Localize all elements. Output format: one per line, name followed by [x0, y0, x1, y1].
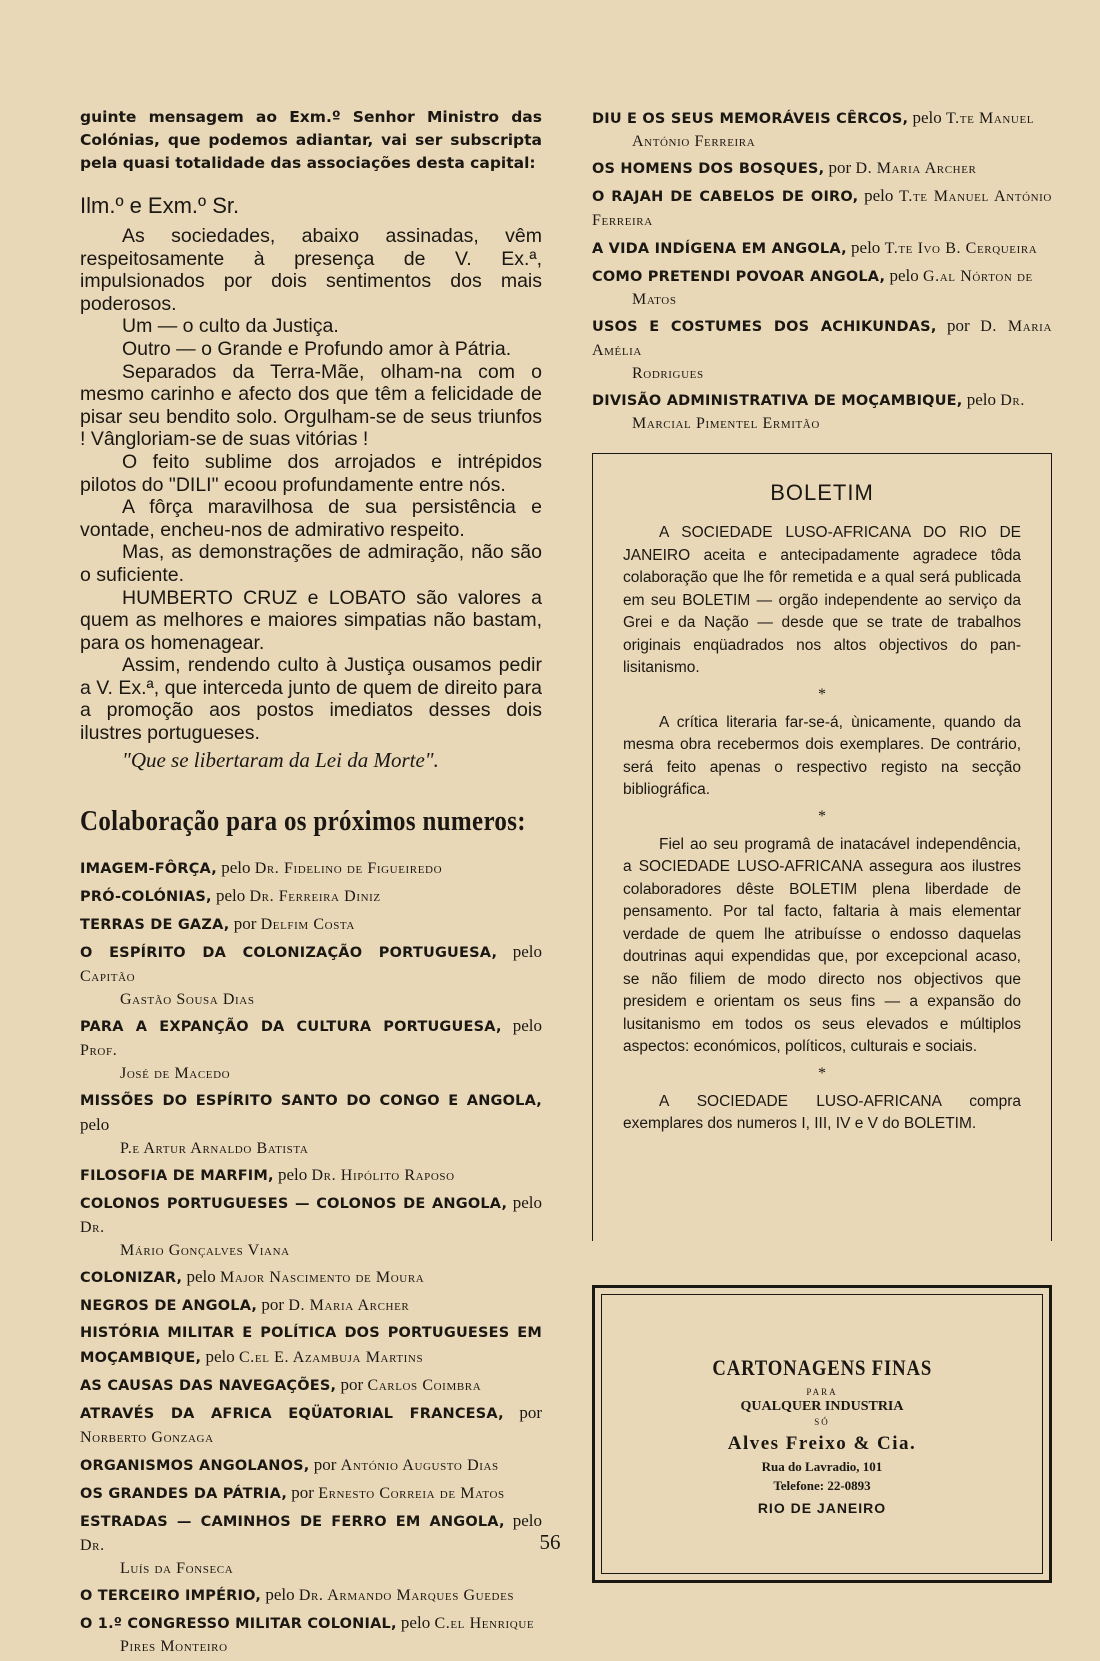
entry-title: IMAGEM-FÔRÇA,	[80, 861, 217, 878]
salutation: Ilm.º e Exm.º Sr.	[80, 193, 240, 218]
collaboration-entry	[80, 1401, 542, 1450]
entry-author-continued: António Ferreira	[632, 133, 756, 150]
entry-connector: por	[936, 316, 981, 335]
collaboration-entry	[80, 1611, 542, 1658]
entry-connector: pelo	[201, 1347, 239, 1367]
entry-connector: pelo	[858, 186, 900, 205]
intro-text: guinte mensagem ao Exm.º Senhor Ministro das Colónias, que podemos adiantar, vai ser subscripta pela quasi totalidade das associações desta capital:	[80, 108, 542, 172]
page-number: 56	[539, 1530, 561, 1554]
ad-phone: Telefone: 22-0893	[773, 1478, 871, 1493]
entry-author-continued: Mário Gonçalves Viana	[120, 1242, 290, 1260]
entry-connector: por	[824, 158, 856, 177]
entry-title: DIVISÃO ADMINISTRATIVA DE MOÇAMBIQUE,	[592, 393, 963, 409]
entry-title: COLONOS PORTUGUESES — COLONOS DE ANGOLA,	[80, 1196, 508, 1213]
letter-paragraph: A fôrça maravilhosa de sua persistência e vontade, encheu-nos de admirativo respeito.	[80, 496, 542, 541]
entry-author: Dr.	[80, 1219, 105, 1237]
entry-title: O 1.º CONGRESSO MILITAR COLONIAL,	[80, 1616, 397, 1633]
entry-author-continued: P.e Artur Arnaldo Batista	[120, 1140, 309, 1158]
ad-address: Rua do Lavradio, 101	[761, 1459, 883, 1474]
boletim-paragraph: A crítica literaria far-se-á, ùnicamente, quando da mesma obra recebermos dois exemplares. De contrário, será feito apenas o respectivo registo na secção bibliográfica.	[623, 713, 1021, 798]
entry-author-continued: Luís da Fonseca	[120, 1560, 234, 1578]
ad-city: RIO DE JANEIRO	[757, 1500, 887, 1516]
entry-title: ATRAVÉS DA AFRICA EQÜATORIAL FRANCESA,	[80, 1406, 504, 1423]
entry-connector: pelo	[211, 886, 250, 906]
entry-connector: pelo	[216, 858, 255, 878]
entry-author: Major Nascimento de Moura	[220, 1269, 425, 1287]
entry-connector: pelo	[846, 238, 885, 257]
entry-title: ESTRADAS — CAMINHOS DE FERRO EM ANGOLA,	[80, 1514, 505, 1531]
entry-author: C.el Henrique	[434, 1615, 535, 1633]
entry-title: O RAJAH DE CABELOS DE OIRO,	[592, 189, 859, 205]
entry-connector: pelo	[908, 108, 946, 127]
boletim-paragraph: A SOCIEDADE LUSO-AFRICANA compra exemplares dos numeros I, III, IV e V do BOLETIM.	[623, 1092, 1021, 1132]
letter-paragraph: Separados da Terra-Mãe, olham-na com o mesmo carinho e afecto dos que têm a felicidade de pisar seu bendito solo. Orgulham-se de seus triunfos ! Vângloriam-se de suas vitórias !	[80, 360, 542, 451]
entry-author-continued: Rodrigues	[632, 365, 704, 382]
collaboration-entry	[80, 1583, 542, 1608]
entry-author: Norberto Gonzaga	[80, 1429, 214, 1447]
collaboration-entry	[80, 1321, 542, 1370]
entry-title: A VIDA INDÍGENA EM ANGOLA,	[592, 241, 847, 257]
entry-connector: pelo	[507, 1193, 542, 1213]
entry-title: PARA A EXPANÇÃO DA CULTURA PORTUGUESA,	[80, 1019, 502, 1036]
asterisk-divider: *	[818, 807, 826, 825]
entry-connector: por	[287, 1483, 319, 1503]
asterisk-divider: *	[818, 685, 826, 703]
entry-connector: pelo	[962, 390, 1001, 409]
entry-connector: pelo	[80, 1115, 110, 1135]
ad-para: PARA	[806, 1387, 838, 1397]
collaboration-entry	[592, 388, 1052, 435]
letter-paragraph: Outro — o Grande e Profundo amor à Pátria.	[122, 337, 512, 360]
entry-connector: pelo	[501, 1016, 542, 1036]
collaboration-list-right	[592, 106, 1052, 435]
entry-author: T.te Manuel António Ferreira	[592, 188, 1052, 229]
entry-author: D. Maria Archer	[288, 1297, 410, 1315]
letter-paragraph: HUMBERTO CRUZ e LOBATO são valores a quem as melhores e maiores simpatias não bastam, para os homenagear.	[80, 586, 542, 654]
entry-author: T.te Ivo B. Cerqueira	[884, 240, 1038, 257]
entry-connector: por	[309, 1455, 341, 1475]
ad-subtitle: QUALQUER INDUSTRIA	[740, 1399, 904, 1414]
right-column	[592, 106, 1052, 1583]
entry-author: Ernesto Correia de Matos	[318, 1485, 505, 1503]
entry-title: O ESPÍRITO DA COLONIZAÇÃO PORTUGUESA,	[80, 945, 498, 962]
boletim-heading: BOLETIM	[770, 480, 874, 505]
collaboration-entry	[592, 314, 1052, 385]
letter-body	[80, 225, 542, 771]
entry-author: T.te Manuel	[945, 110, 1035, 127]
entry-connector: pelo	[885, 266, 923, 285]
entry-author: D. Maria Archer	[855, 160, 977, 177]
entry-title: OS HOMENS DOS BOSQUES,	[592, 161, 825, 177]
entry-author: C.el E. Azambuja Martins	[239, 1349, 424, 1367]
collaboration-entry	[80, 884, 542, 909]
boletim-paragraph: A SOCIEDADE LUSO-AFRICANA DO RIO DE JANEIRO aceita e antecipadamente agradece tôda colaboração que lhe fôr remetida e a qual será publicada em seu BOLETIM — orgão independente ao serviço da Grei e da Nação — desde que se trate de trabalhos originais enqüadrados nos altos objectivos do pan-lisitanismo.	[623, 524, 1021, 676]
entry-author: Capitão	[80, 968, 136, 986]
entry-connector: pelo	[273, 1165, 312, 1185]
collaboration-entry	[80, 1265, 542, 1290]
ad-so: SÓ	[814, 1417, 830, 1427]
entry-author: Dr.	[80, 1537, 105, 1555]
collaboration-entry	[80, 1373, 542, 1398]
entry-author: Prof.	[80, 1042, 118, 1060]
entry-title: ORGANISMOS ANGOLANOS,	[80, 1458, 310, 1475]
entry-author: Dr. Ferreira Diniz	[249, 888, 381, 906]
letter-paragraph: Assim, rendendo culto à Justiça ousamos pedir a V. Ex.ª, que interceda junto de quem de direito para a promoção aos postos imediatos desses dois ilustres portugueses.	[80, 654, 542, 745]
collaboration-entry	[592, 106, 1052, 153]
boletim-box	[592, 453, 1052, 1241]
section-title: Colaboração para os próximos numeros:	[80, 805, 526, 838]
entry-title: COMO PRETENDI POVOAR ANGOLA,	[592, 269, 886, 285]
entry-author-continued: José de Macedo	[120, 1065, 231, 1083]
letter-paragraph: Um — o culto da Justiça.	[122, 315, 339, 338]
collaboration-entry	[592, 156, 1052, 181]
entry-author: Dr. Hipólito Raposo	[311, 1167, 455, 1185]
entry-title: FILOSOFIA DE MARFIM,	[80, 1168, 274, 1185]
entry-author: Carlos Coimbra	[367, 1377, 482, 1395]
entry-title: HISTÓRIA MILITAR E POLÍTICA DOS PORTUGUESES EM MOÇAMBIQUE,	[80, 1325, 542, 1367]
entry-connector: por	[229, 914, 261, 934]
entry-title: O TERCEIRO IMPÉRIO,	[80, 1588, 262, 1605]
entry-author: Dr. Fidelino de Figueiredo	[254, 860, 443, 878]
entry-title: DIU E OS SEUS MEMORÁVEIS CÊRCOS,	[592, 111, 909, 127]
entry-connector: pelo	[497, 942, 542, 962]
collaboration-entry	[592, 264, 1052, 311]
ad-firm-name: Alves Freixo & Cia.	[727, 1433, 917, 1454]
entry-title: PRÓ-COLÓNIAS,	[80, 889, 212, 906]
entry-connector: por	[257, 1295, 289, 1315]
entry-author-continued: Gastão Sousa Dias	[120, 991, 255, 1009]
entry-title: MISSÕES DO ESPÍRITO SANTO DO CONGO E ANGOLA,	[80, 1093, 542, 1110]
ad-title: CARTONAGENS FINAS	[712, 1355, 932, 1380]
entry-title: USOS E COSTUMES DOS ACHIKUNDAS,	[592, 319, 937, 335]
letter-quote: "Que se libertaram da Lei da Morte".	[122, 747, 439, 772]
collaboration-entry	[80, 1014, 542, 1085]
entry-title: OS GRANDES DA PÁTRIA,	[80, 1486, 288, 1503]
collaboration-entry	[80, 940, 542, 1011]
entry-author: Delfim Costa	[260, 916, 355, 934]
letter-paragraph: O feito sublime dos arrojados e intrépidos pilotos do "DILI" ecoou profundamente entre nós.	[80, 450, 542, 496]
left-column	[80, 106, 542, 1661]
collaboration-entry	[80, 1481, 542, 1506]
collaboration-entry	[80, 856, 542, 881]
collaboration-entry	[592, 236, 1052, 261]
entry-connector: pelo	[261, 1585, 299, 1605]
boletim-paragraph: Fiel ao seu programâ de inatacável independência, a SOCIEDADE LUSO-AFRICANA assegura aos ilustres colaboradores dêste BOLETIM plena liberdade de pensamento. Por tal facto, faltaria à mais elementar verdade de quem lhe atribuísse o endosso daquelas doutrinas aqui expendidas que, por excepcional acaso, se não filiem de modo directo nos objectivos que presidem e orientam os seus fins — a expansão do lusitanismo em todos os seus elevados e múltiplos aspectos: económicos, políticos, culturais e sociais.	[623, 835, 1021, 1055]
collaboration-entry	[80, 1163, 542, 1188]
collaboration-entry	[80, 1453, 542, 1478]
entry-author: G.al Nórton de	[923, 268, 1033, 285]
collaboration-entry	[80, 912, 542, 937]
entry-title: AS CAUSAS DAS NAVEGAÇÕES,	[80, 1378, 337, 1395]
entry-connector: pelo	[504, 1511, 542, 1531]
collaboration-entry	[592, 184, 1052, 233]
collaboration-entry	[80, 1293, 542, 1318]
letter-paragraph: Mas, as demonstrações de admiração, não são o suficiente.	[80, 541, 542, 586]
entry-author: D. Maria Amélia	[592, 318, 1052, 359]
entry-connector: por	[336, 1375, 368, 1395]
collaboration-entry	[80, 1088, 542, 1160]
entry-author-continued: Matos	[632, 291, 677, 308]
entry-author-continued: Marcial Pimentel Ermitão	[632, 415, 820, 432]
entry-author: António Augusto Dias	[340, 1457, 499, 1475]
asterisk-divider: *	[818, 1064, 826, 1082]
entry-author: Dr.	[1000, 392, 1025, 409]
letter-paragraph: As sociedades, abaixo assinadas, vêm respeitosamente à presença de V. Ex.ª, impulsionados por dois sentimentos dos mais poderosos.	[80, 225, 542, 315]
entry-author-continued: Pires Monteiro	[120, 1638, 228, 1656]
entry-title: TERRAS DE GAZA,	[80, 917, 230, 934]
entry-title: NEGROS DE ANGOLA,	[80, 1298, 258, 1315]
entry-connector: por	[503, 1403, 542, 1423]
entry-connector: pelo	[182, 1267, 221, 1287]
entry-author: Dr. Armando Marques Guedes	[298, 1587, 515, 1605]
entry-title: COLONIZAR,	[80, 1270, 183, 1287]
entry-connector: pelo	[396, 1613, 435, 1633]
collaboration-entry	[80, 1191, 542, 1262]
